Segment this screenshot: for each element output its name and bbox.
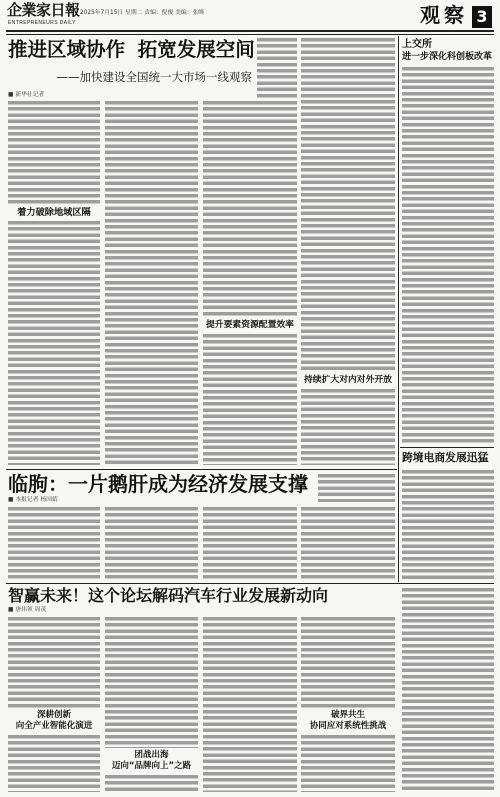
- lead-body-text-column-3a: [203, 101, 297, 317]
- linqu-body-text-column-2: [105, 507, 198, 580]
- lead-body-text-column-4b: [301, 389, 395, 465]
- sidebar-body-text: [402, 67, 494, 443]
- lead-headline: 推进区域协作 拓宽发展空间: [8, 38, 255, 61]
- auto-body-text-column-5: [402, 588, 494, 792]
- lead-body-text-column-2: [105, 101, 198, 465]
- page-number-box: [472, 6, 492, 28]
- lead-byline: ■ 新华社记者: [8, 92, 45, 98]
- auto-body-text-column-1b: [8, 735, 100, 792]
- linqu-body-text-top: [318, 474, 395, 502]
- lead-subheadline: ——加快建设全国统一大市场一线观察: [56, 70, 252, 84]
- date-and-editor-line: 2025年7月15日 星期二 责编：倪俊 美编：张峰: [80, 10, 205, 16]
- auto-subhead-1-line-2: 向全产业智能化演进: [15, 721, 93, 731]
- linqu-headline: 临朐：一片鹅肝成为经济发展支撑: [8, 472, 308, 496]
- auto-body-text-column-4b: [301, 735, 395, 792]
- lead-subhead-3: 持续扩大对内对外开放: [304, 375, 392, 385]
- auto-subhead-2-line-2: 迈向“品牌向上”之路: [111, 761, 192, 771]
- sidebar-kicker: 上交所: [402, 39, 432, 50]
- auto-body-text-column-2a: [105, 617, 198, 748]
- auto-subhead-1-line-1: 深耕创新: [36, 710, 71, 720]
- auto-forum-headline: 智赢未来！这个论坛解码汽车行业发展新动向: [8, 586, 329, 605]
- auto-body-text-column-3: [203, 617, 297, 792]
- auto-body-text-column-1a: [8, 617, 100, 708]
- linqu-body-text-column-1: [8, 507, 100, 580]
- sidebar-headline: 跨境电商发展迅猛: [402, 451, 489, 464]
- newspaper-logo: 企業家日報: [7, 1, 80, 19]
- column-divider: [398, 36, 399, 582]
- page-number: 3: [476, 7, 488, 26]
- newspaper-logo-english: ENTREPRENEURS DAILY: [8, 20, 76, 26]
- auto-body-text-column-4a: [301, 617, 395, 708]
- sidebar-headline: 进一步深化科创板改革: [402, 52, 493, 62]
- lead-subhead-1: 着力破除地域区隔: [17, 207, 91, 218]
- linqu-body-text-column-4: [301, 507, 395, 580]
- masthead-rule-thick: [6, 30, 494, 32]
- linqu-byline: ■ 本报记者 杨国婧: [8, 497, 58, 503]
- lead-body-text-column-3b: [203, 334, 297, 465]
- lead-body-text-column-1b: [8, 221, 100, 465]
- lead-body-text-column-4a: [301, 38, 395, 372]
- lead-body-text-column-1a: [8, 101, 100, 205]
- linqu-body-text-column-3: [203, 507, 297, 580]
- section-divider: [6, 469, 397, 470]
- sidebar-divider: [400, 447, 494, 448]
- auto-subhead-3-line-2: 协同应对系统性挑战: [309, 721, 387, 731]
- auto-subhead-3-line-1: 破界共生: [330, 710, 365, 720]
- auto-forum-byline: ■ 唐伟领 周茂: [8, 607, 47, 613]
- auto-body-text-column-2b: [105, 775, 198, 792]
- auto-subhead-2-line-1: 团战出海: [134, 750, 169, 760]
- section-divider: [6, 583, 494, 584]
- section-label: 观察: [420, 3, 468, 27]
- sidebar-body-text: [402, 470, 494, 580]
- masthead-rule-thin: [6, 34, 494, 35]
- lead-body-text-column-3-top: [257, 38, 297, 98]
- lead-subhead-2: 提升要素资源配置效率: [206, 320, 294, 330]
